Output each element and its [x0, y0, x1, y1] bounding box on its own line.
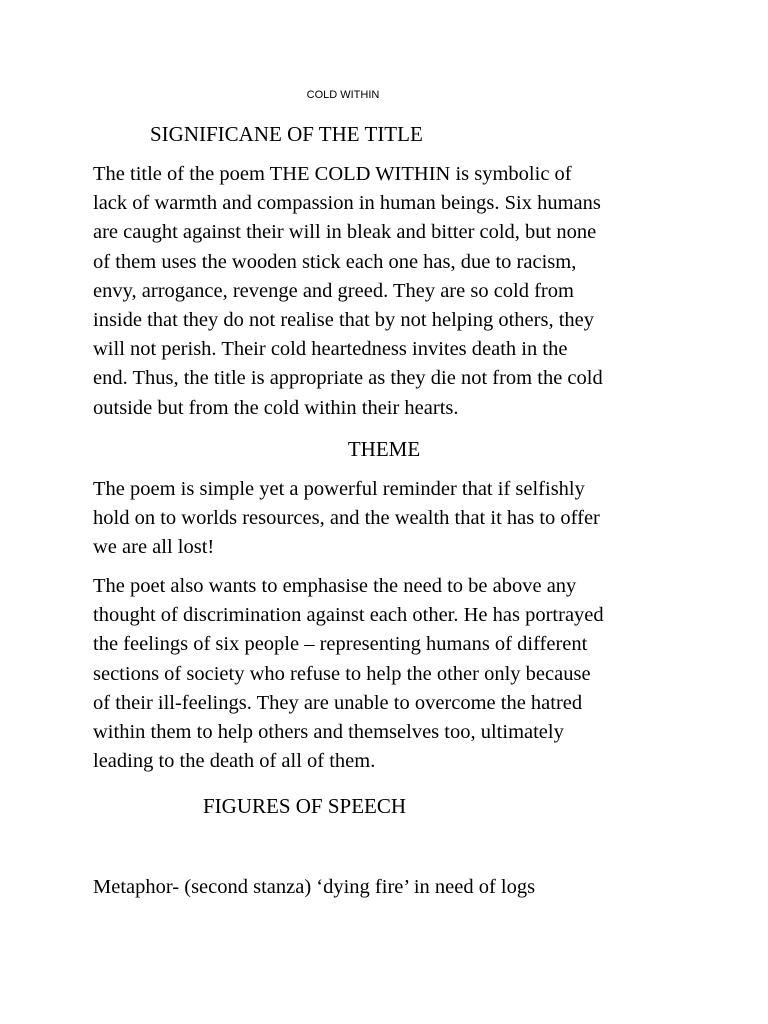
heading-significance-of-title: SIGNIFICANE OF THE TITLE	[150, 122, 423, 146]
text-line: thought of discrimination against each other. He has portrayed	[93, 604, 604, 627]
text-line: are caught against their will in bleak and bitter cold, but none	[93, 221, 597, 244]
paragraph-title-significance	[93, 160, 683, 423]
heading-figures-of-speech: FIGURES OF SPEECH	[203, 794, 407, 818]
text-line: outside but from the cold within their hearts.	[93, 396, 459, 419]
text-line: The poem is simple yet a powerful reminder that if selfishly	[93, 478, 585, 500]
text-line: sections of society who refuse to help the other only because	[93, 662, 591, 685]
paragraph-metaphor	[93, 873, 683, 902]
document-title: COLD WITHIN	[306, 89, 380, 101]
text-line: of their ill-feelings. They are unable to overcome the hatred	[93, 691, 583, 714]
text-line: inside that they do not realise that by not helping others, they	[93, 309, 595, 332]
text-line: within them to help others and themselves too, ultimately	[93, 721, 564, 744]
text-line: lack of warmth and compassion in human beings. Six humans	[93, 192, 601, 215]
text-line: Metaphor- (second stanza) ‘dying fire’ in need of logs	[93, 876, 536, 898]
text-line: The poet also wants to emphasise the need to be above any	[93, 575, 577, 597]
text-line: envy, arrogance, revenge and greed. They are so cold from	[93, 279, 574, 302]
text-line: leading to the death of all of them.	[93, 750, 376, 773]
text-line: end. Thus, the title is appropriate as they die not from the cold	[93, 367, 603, 390]
text-line: the feelings of six people – representing humans of different	[93, 633, 588, 656]
paragraph-theme-discrimination	[93, 572, 683, 776]
text-line: hold on to worlds resources, and the wealth that it has to offer	[93, 507, 600, 530]
text-line: will not perish. Their cold heartedness invites death in the	[93, 338, 568, 361]
heading-theme: THEME	[347, 437, 421, 461]
text-line: of them uses the wooden stick each one has, due to racism,	[93, 250, 577, 273]
paragraph-theme-reminder	[93, 475, 683, 563]
text-line: we are all lost!	[93, 536, 215, 559]
text-line: The title of the poem THE COLD WITHIN is symbolic of	[93, 163, 572, 185]
